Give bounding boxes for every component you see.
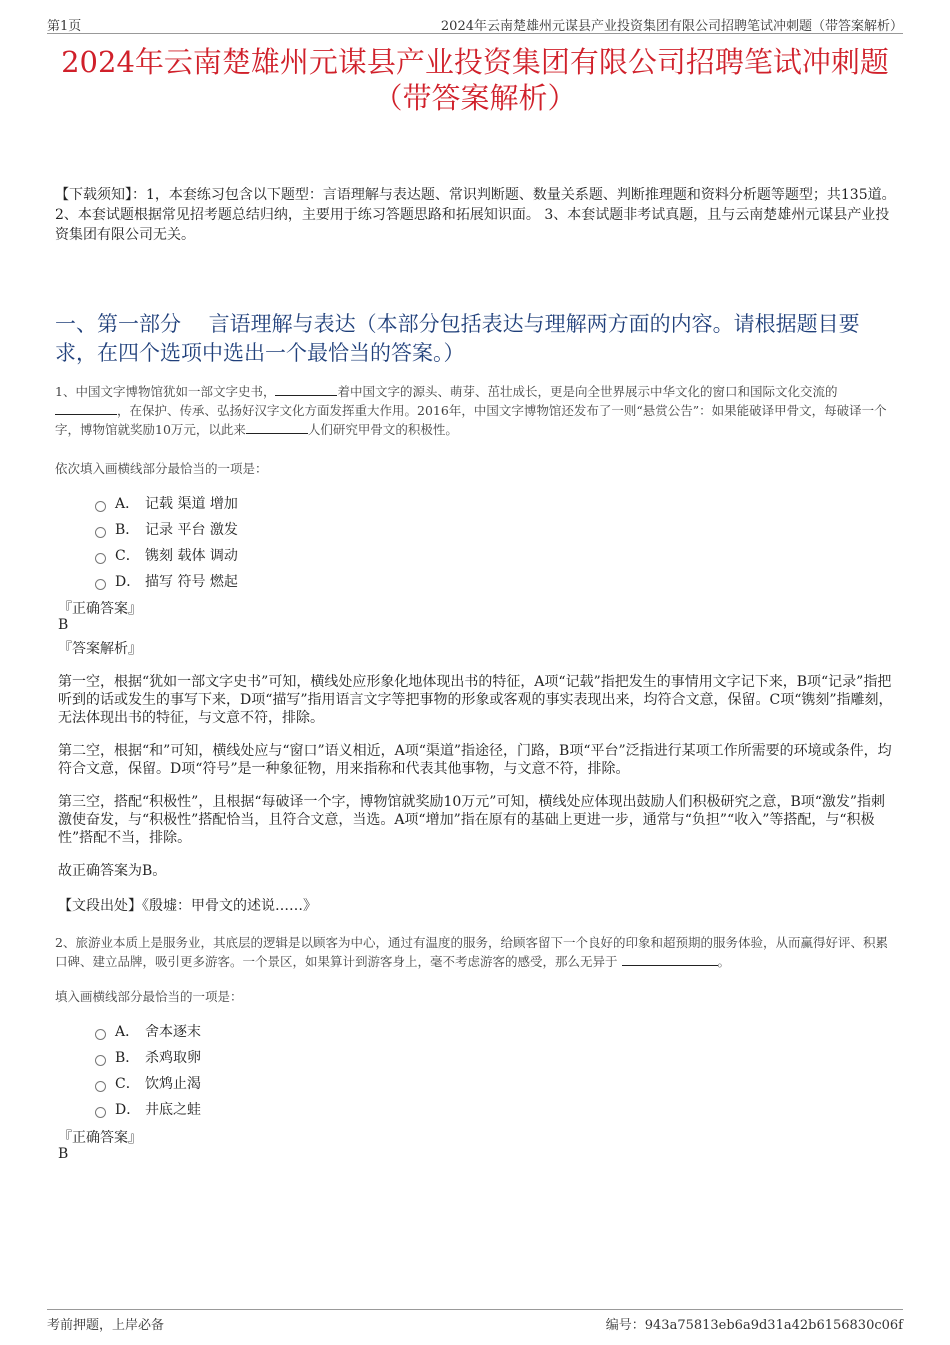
- fill-blank: [246, 420, 308, 434]
- fill-blank: [622, 952, 718, 966]
- footer-slogan: 考前押题，上岸必备: [47, 1318, 165, 1333]
- radio-icon[interactable]: [95, 1055, 106, 1066]
- analysis-paragraph-1: 第一空，根据“犹如一部文字史书”可知，横线处应形象化地体现出书的特征，A项“记载”指把发生的事情用文字记下来，B项“记录”指把听到的话或发生的事写下来，D项“描写”指用语言文字等把事物的形象或客观的事实表现出来，均符合文意，保留。C项“镌刻”指雕刻，无法体现出书的特征，与文意不符，排除。: [58, 674, 893, 726]
- fill-blank: [275, 382, 337, 396]
- fill-blank: [55, 401, 117, 415]
- q2-option-a[interactable]: A． 舍本逐末: [95, 1021, 201, 1041]
- q2-option-d[interactable]: D． 井底之蛙: [95, 1099, 201, 1119]
- analysis-paragraph-3: 第三空，搭配“积极性”，且根据“每破译一个字，博物馆就奖励10万元”可知，横线处应体现出鼓励人们积极研究之意，B项“激发”指刺激使奋发，与“积极性”搭配恰当，且符合文意，当选。A项“增加”指在原有的基础上更进一步，通常与“负担”“收入”等搭配，与“积极性”搭配不当，排除。: [58, 794, 886, 846]
- answer-value: B: [58, 1146, 69, 1162]
- question-1-stem: 1、中国文字博物馆犹如一部文字史书， 着中国文字的源头、萌芽、茁壮成长，更是向全世界展示中华文化的窗口和国际文化交流的 ，在保护、传承、弘扬好汉字文化方面发挥重大作用。2016年，中国文字博物馆还发布了一则“悬赏公告”：如果能破译甲骨文，每破译一个字，博物馆就奖励10万元，以此来 人们研究甲骨文的积极性。: [55, 384, 887, 437]
- radio-icon[interactable]: [95, 1081, 106, 1092]
- header-doc-title: 2024年云南楚雄州元谋县产业投资集团有限公司招聘笔试冲刺题（带答案解析）: [440, 19, 903, 34]
- page-header: [47, 13, 903, 34]
- footer-serial: 编号：943a75813eb6a9d31a42b6156830c06f: [605, 1318, 903, 1333]
- section-heading: 一、第一部分 言语理解与表达（本部分包括表达与理解两方面的内容。请根据题目要求，在四个选项中选出一个最恰当的答案。）: [55, 312, 860, 365]
- radio-icon[interactable]: [95, 1107, 106, 1118]
- q1-option-a[interactable]: A． 记载 渠道 增加: [95, 493, 238, 513]
- question-2-prompt: 填入画横线部分最恰当的一项是：: [55, 989, 243, 1004]
- analysis-label: 『答案解析』: [58, 641, 142, 657]
- q2-option-b[interactable]: B． 杀鸡取卵: [95, 1047, 201, 1067]
- q2-option-c[interactable]: C． 饮鸩止渴: [95, 1073, 201, 1093]
- download-notice: 【下载须知】：1，本套练习包含以下题型：言语理解与表达题、常识判断题、数量关系题、判断推理题和资料分析题等题型；共135道。 2、本套试题根据常见招考题总结归纳，主要用于练习答题思路和拓展知识面。 3、本套试题非考试真题，且与云南楚雄州元谋县产业投资集团有限公司无关。: [55, 187, 896, 243]
- question-1-prompt: 依次填入画横线部分最恰当的一项是：: [55, 461, 268, 476]
- page-footer: [47, 1309, 903, 1332]
- q1-option-d[interactable]: D． 描写 符号 燃起: [95, 571, 238, 591]
- analysis-conclusion: 故正确答案为B。: [58, 863, 167, 879]
- q1-option-b[interactable]: B． 记录 平台 激发: [95, 519, 238, 539]
- radio-icon[interactable]: [95, 501, 106, 512]
- page-title: 2024年云南楚雄州元谋县产业投资集团有限公司招聘笔试冲刺题（带答案解析）: [61, 45, 889, 115]
- answer-label: 『正确答案』: [58, 601, 142, 617]
- q1-option-c[interactable]: C． 镌刻 载体 调动: [95, 545, 238, 565]
- radio-icon[interactable]: [95, 553, 106, 564]
- analysis-paragraph-2: 第二空，根据“和”可知，横线处应与“窗口”语义相近，A项“渠道”指途径，门路，B项“平台”泛指进行某项工作所需要的环境或条件，均符合文意，保留。D项“符号”是一种象征物，用来指称和代表其他事物，与文意不符，排除。: [58, 743, 892, 777]
- answer-value: B: [58, 617, 69, 633]
- radio-icon[interactable]: [95, 527, 106, 538]
- question-2-stem: 2、旅游业本质上是服务业，其底层的逻辑是以顾客为中心，通过有温度的服务，给顾客留下一个良好的印象和超预期的服务体验，从而赢得好评、积累口碑、建立品牌，吸引更多游客。一个景区，如果算计到游客身上，毫不考虑游客的感受，那么无异于 。: [55, 935, 888, 969]
- radio-icon[interactable]: [95, 579, 106, 590]
- source-citation: 【文段出处】《殷墟：甲骨文的述说……》: [58, 898, 317, 914]
- radio-icon[interactable]: [95, 1029, 106, 1040]
- page-number: 第1页: [47, 19, 82, 34]
- answer-label: 『正确答案』: [58, 1130, 142, 1146]
